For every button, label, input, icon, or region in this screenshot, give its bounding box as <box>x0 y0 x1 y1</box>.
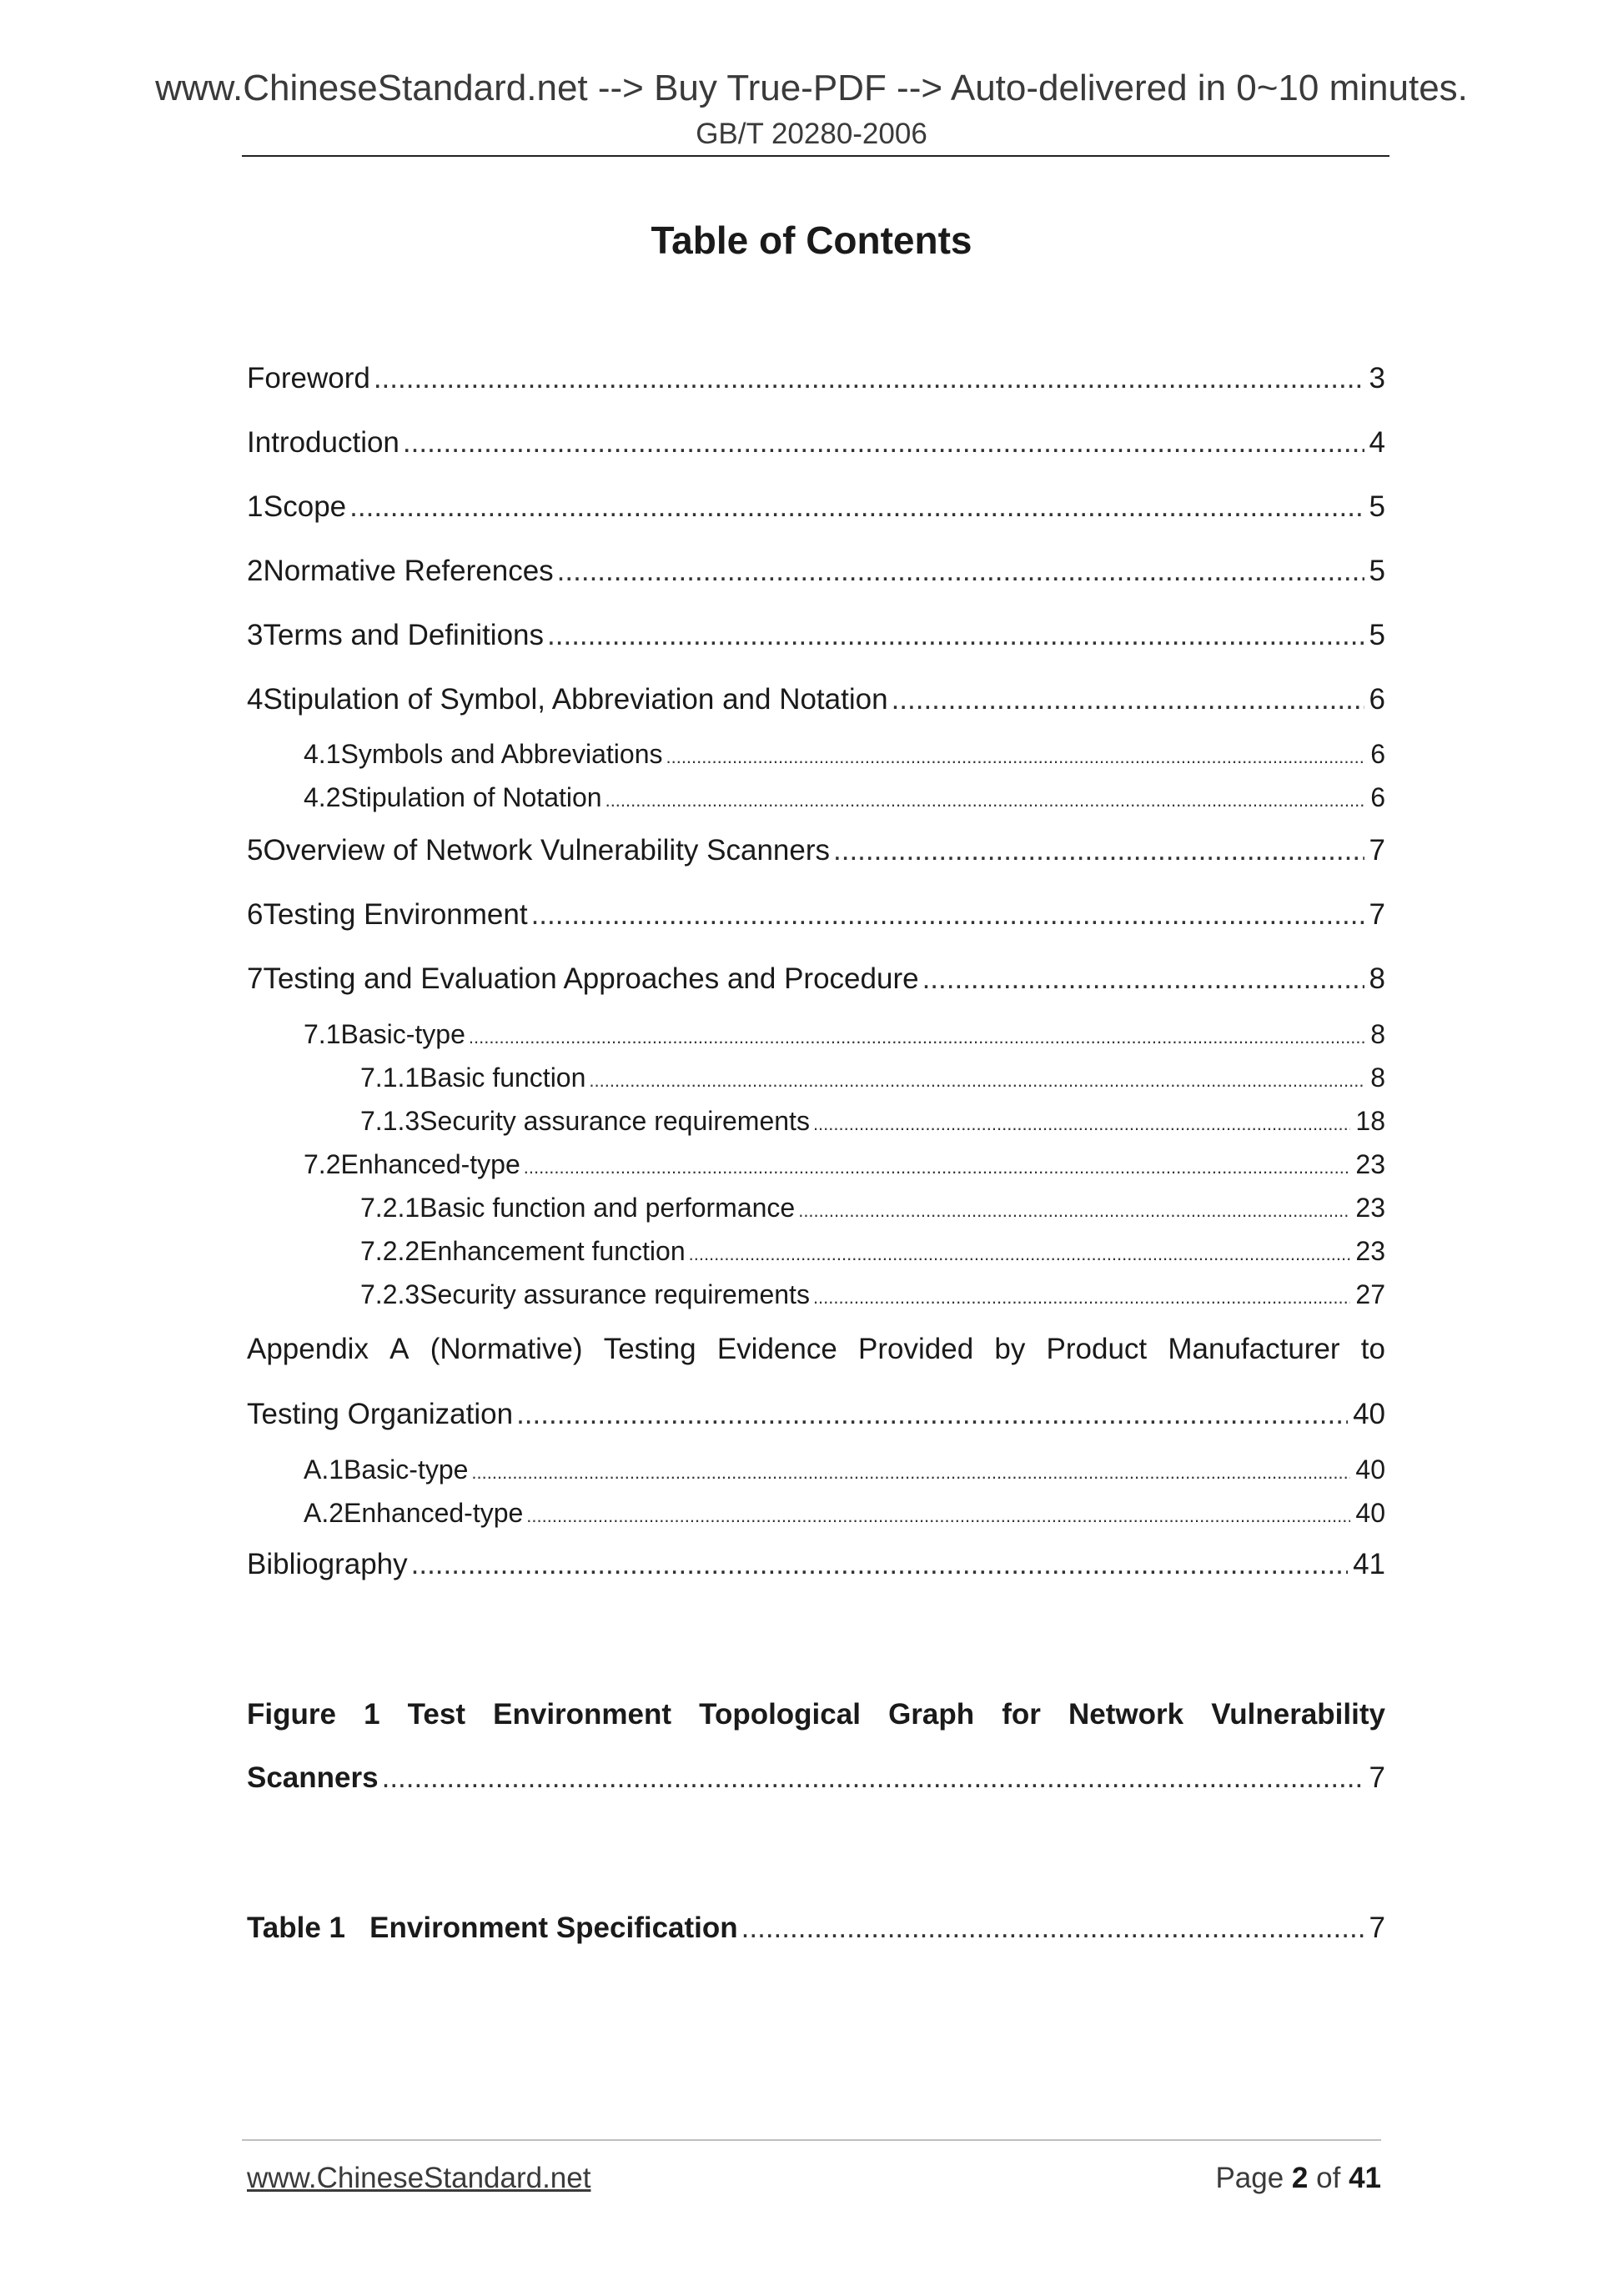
toc-entry-normative-references[interactable] <box>247 553 1385 590</box>
appendix-word: Testing <box>603 1333 696 1365</box>
toc-entry-stipulation-of-symbol[interactable] <box>247 681 1385 718</box>
standard-code: GB/T 20280-2006 <box>696 118 927 150</box>
toc-entry-page: 7 <box>1369 834 1385 867</box>
toc-entry-overview[interactable] <box>247 832 1385 869</box>
toc-entry-page: 40 <box>1355 1454 1385 1485</box>
dot-leader <box>813 1108 1350 1141</box>
toc-entry-label: Basic function and performance <box>420 1193 796 1223</box>
toc-entry-number: 6 <box>247 898 264 931</box>
toc-entry-security-assurance-basic[interactable] <box>360 1104 1385 1141</box>
toc-entry-number: 7.2.1 <box>360 1193 420 1223</box>
toc-entry-enhancement-function[interactable] <box>360 1234 1385 1271</box>
dot-leader <box>403 425 1364 461</box>
toc-entry-number: 4.2 <box>304 782 341 812</box>
toc-entry-enhanced-type[interactable] <box>304 1148 1385 1184</box>
toc-entry-page: 6 <box>1370 739 1385 769</box>
appendix-word: (Normative) <box>430 1333 583 1365</box>
toc-entry-page: 4 <box>1369 426 1385 459</box>
dot-leader <box>689 1238 1351 1271</box>
toc-entry-label: Normative References <box>263 555 554 587</box>
toc-entry-security-assurance-enhanced[interactable] <box>360 1278 1385 1314</box>
toc-entry-page: 5 <box>1369 555 1385 587</box>
appendix-word: Appendix <box>247 1333 369 1365</box>
toc-entry-label: Overview of Network Vulnerability Scanners <box>263 834 830 867</box>
toc-entry-scope[interactable] <box>247 489 1385 525</box>
toc-entry-symbols-and-abbreviations[interactable] <box>304 737 1385 774</box>
appendix-word: Product <box>1046 1333 1148 1365</box>
toc-entry-number: 7 <box>247 962 264 995</box>
header-banner: www.ChineseStandard.net --> Buy True-PDF --> Auto-delivered in 0~10 minutes. <box>155 68 1468 108</box>
toc-entry-label: Enhancement function <box>420 1236 686 1266</box>
table-list-label: Table 1 Environment Specification <box>247 1912 738 1944</box>
toc-entry-page: 18 <box>1355 1106 1385 1136</box>
toc-entry-label: Basic-type <box>344 1454 469 1485</box>
toc-entry-appendix-a-line1[interactable] <box>247 1331 1385 1368</box>
toc-entry-number: 1 <box>247 490 264 523</box>
page-number <box>1215 2160 1381 2197</box>
dot-leader <box>813 1281 1350 1314</box>
toc-entry-label: Terms and Definitions <box>263 619 545 651</box>
toc-entry-number: A.2 <box>304 1498 344 1528</box>
dot-leader <box>798 1194 1350 1228</box>
appendix-word: by <box>994 1333 1026 1365</box>
toc-entry-page: 23 <box>1355 1236 1385 1266</box>
toc-entry-label: Security assurance requirements <box>420 1279 810 1309</box>
toc-entry-page: 8 <box>1369 962 1385 995</box>
toc-entry-page: 6 <box>1369 683 1385 716</box>
appendix-word: A <box>389 1333 410 1365</box>
dot-leader <box>547 617 1364 654</box>
toc-entry-number: 2 <box>247 555 264 587</box>
toc-entry-page: 5 <box>1369 619 1385 651</box>
toc-entry-label: Stipulation of Symbol, Abbreviation and Notation <box>263 683 888 716</box>
dot-leader <box>531 897 1364 933</box>
figure-word: Test <box>407 1698 466 1731</box>
toc-entry-page: 23 <box>1355 1149 1385 1179</box>
toc-entry-bibliography[interactable] <box>247 1546 1385 1583</box>
toc-entry-label: Bibliography <box>247 1548 408 1580</box>
dot-leader <box>892 681 1364 718</box>
footer-site-link[interactable]: www.ChineseStandard.net <box>247 2162 591 2194</box>
figure-list-page: 7 <box>1369 1761 1385 1794</box>
toc-entry-basic-function[interactable] <box>360 1061 1385 1098</box>
dot-leader <box>557 553 1364 590</box>
figure-word: Graph <box>888 1698 975 1731</box>
toc-entry-page: 40 <box>1353 1398 1385 1430</box>
toc-entry-label: Testing Organization <box>247 1398 514 1430</box>
dot-leader <box>605 784 1366 817</box>
toc-entry-appendix-basic-type[interactable] <box>304 1453 1385 1490</box>
toc-entry-label: Security assurance requirements <box>420 1106 810 1136</box>
page-current: 2 <box>1291 2162 1309 2194</box>
page-prefix: Page <box>1215 2162 1284 2194</box>
toc-entry-number: 7.1.3 <box>360 1106 420 1136</box>
appendix-word: Manufacturer <box>1168 1333 1340 1365</box>
dot-leader <box>666 741 1365 774</box>
toc-title: Table of Contents <box>651 219 972 262</box>
toc-entry-number: 7.1.1 <box>360 1063 420 1093</box>
toc-entry-page: 3 <box>1369 362 1385 394</box>
toc-entry-number: 5 <box>247 834 264 867</box>
appendix-word: Provided <box>858 1333 974 1365</box>
dot-leader <box>411 1546 1348 1583</box>
dot-leader <box>471 1456 1350 1490</box>
toc-entry-label: Stipulation of Notation <box>340 782 602 812</box>
toc-entry-number: 7.2.2 <box>360 1236 420 1266</box>
dot-leader <box>526 1500 1350 1533</box>
toc-entry-page: 7 <box>1369 898 1385 931</box>
toc-entry-label: Basic function <box>420 1063 586 1093</box>
figure-list-entry-line1[interactable] <box>247 1696 1385 1733</box>
toc-entry-page: 5 <box>1369 490 1385 523</box>
toc-entry-number: A.1 <box>304 1454 344 1485</box>
dot-leader <box>741 1910 1364 1947</box>
toc-entry-label: Symbols and Abbreviations <box>340 739 663 769</box>
dot-leader <box>922 961 1364 997</box>
dot-leader <box>589 1064 1365 1098</box>
toc-entry-stipulation-of-notation[interactable] <box>304 781 1385 817</box>
toc-entry-label: Basic-type <box>340 1019 465 1049</box>
footer-divider <box>242 2139 1381 2141</box>
toc-entry-label: Foreword <box>247 362 370 394</box>
dot-leader <box>516 1396 1348 1433</box>
appendix-word: Evidence <box>716 1333 837 1365</box>
toc-entry-testing-and-evaluation[interactable] <box>247 961 1385 997</box>
figure-list-entry-line2[interactable] <box>247 1760 1385 1796</box>
toc-entry-page: 41 <box>1353 1548 1385 1580</box>
figure-word: Figure <box>247 1698 336 1731</box>
toc-entry-page: 27 <box>1355 1279 1385 1309</box>
toc-entry-page: 40 <box>1355 1498 1385 1528</box>
toc-entry-terms-and-definitions[interactable] <box>247 617 1385 654</box>
toc-entry-number: 4.1 <box>304 739 341 769</box>
dot-leader <box>374 360 1364 397</box>
toc-entry-introduction[interactable] <box>247 425 1385 461</box>
appendix-word: to <box>1360 1333 1385 1365</box>
figure-list-label: Scanners <box>247 1761 379 1794</box>
toc-entry-testing-environment[interactable] <box>247 897 1385 933</box>
toc-entry-label: Scope <box>263 490 347 523</box>
dot-leader <box>524 1151 1351 1184</box>
toc-entry-basic-type[interactable] <box>304 1017 1385 1054</box>
toc-entry-page: 8 <box>1370 1019 1385 1049</box>
figure-word: Vulnerability <box>1211 1698 1385 1731</box>
page-total: 41 <box>1349 2162 1381 2194</box>
toc-entry-appendix-enhanced-type[interactable] <box>304 1496 1385 1533</box>
toc-entry-label: Enhanced-type <box>344 1498 524 1528</box>
toc-entry-number: 7.2 <box>304 1149 341 1179</box>
dot-leader <box>469 1021 1365 1054</box>
dot-leader <box>833 832 1364 869</box>
toc-entry-appendix-a-line2[interactable] <box>247 1396 1385 1433</box>
table-list-page: 7 <box>1369 1912 1385 1944</box>
toc-entry-label: Testing Environment <box>263 898 528 931</box>
dot-leader <box>382 1760 1364 1796</box>
toc-entry-basic-function-and-performance[interactable] <box>360 1191 1385 1228</box>
toc-entry-page: 8 <box>1370 1063 1385 1093</box>
toc-entry-number: 7.1 <box>304 1019 341 1049</box>
toc-entry-foreword[interactable] <box>247 360 1385 397</box>
toc-entry-number: 3 <box>247 619 264 651</box>
toc-entry-number: 4 <box>247 683 264 716</box>
table-list-entry[interactable] <box>247 1910 1385 1947</box>
toc-entry-label: Testing and Evaluation Approaches and Procedure <box>263 962 919 995</box>
figure-word: Environment <box>493 1698 672 1731</box>
toc-entry-page: 23 <box>1355 1193 1385 1223</box>
toc-entry-number: 7.2.3 <box>360 1279 420 1309</box>
page-of: of <box>1316 2162 1341 2194</box>
figure-word: for <box>1002 1698 1041 1731</box>
dot-leader <box>349 489 1364 525</box>
toc-entry-label: Enhanced-type <box>340 1149 520 1179</box>
toc-entry-label: Introduction <box>247 426 399 459</box>
figure-word: Topological <box>699 1698 861 1731</box>
figure-word: 1 <box>364 1698 380 1731</box>
figure-word: Network <box>1068 1698 1184 1731</box>
toc-entry-page: 6 <box>1370 782 1385 812</box>
